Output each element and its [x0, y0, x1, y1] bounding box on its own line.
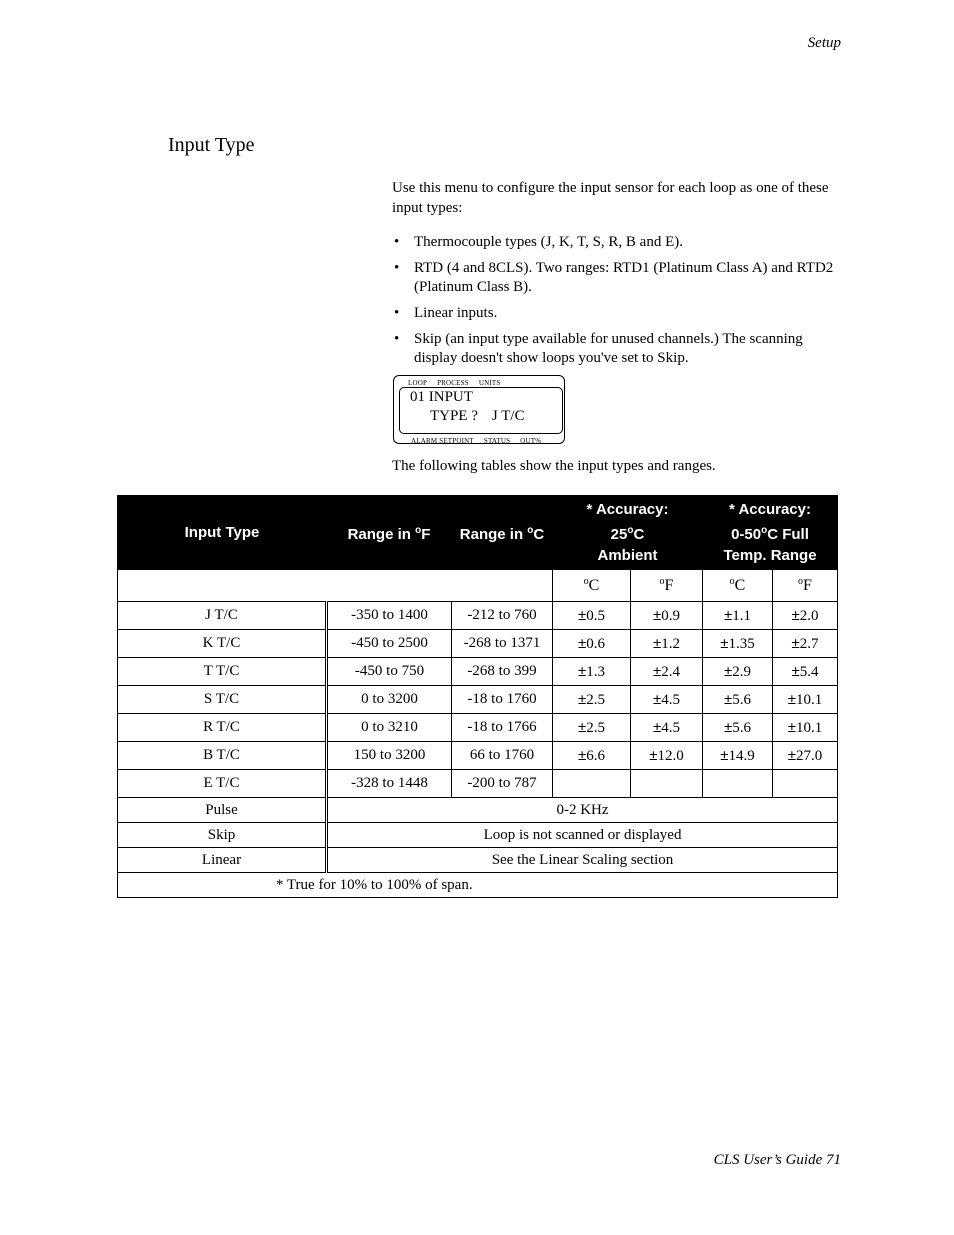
bullet-icon: •	[394, 234, 400, 250]
input-type-cell: Linear	[118, 848, 327, 873]
accuracy-cell: ±2.5	[553, 714, 631, 742]
accuracy-cell: ±4.5	[631, 714, 703, 742]
accuracy-cell	[631, 770, 703, 798]
accuracy-cell	[773, 770, 838, 798]
input-type-cell: B T/C	[118, 742, 327, 770]
accuracy-cell: ±1.35	[703, 630, 773, 658]
header-accuracy-full-range: * Accuracy: 0-50$^o$C Full Temp. Range	[703, 496, 838, 570]
accuracy-cell: ±2.9	[703, 658, 773, 686]
input-type-cell: J T/C	[118, 602, 327, 630]
lcd-line-2: TYPE ? J T/C	[430, 408, 525, 424]
accuracy-cell: ±0.5	[553, 602, 631, 630]
table-row	[118, 823, 838, 848]
range-c-cell: -268 to 1371	[452, 630, 553, 658]
span-description-cell: See the Linear Scaling section	[327, 848, 838, 873]
accuracy-cell: ±0.9	[631, 602, 703, 630]
units-row	[118, 570, 838, 602]
table-row	[118, 770, 838, 798]
accuracy-cell	[553, 770, 631, 798]
page-footer: CLS User’s Guide 71	[713, 1152, 841, 1168]
intro-paragraph: Use this menu to configure the input sensor for each loop as one of these input types:	[392, 180, 829, 216]
input-type-cell: S T/C	[118, 686, 327, 714]
input-type-cell: R T/C	[118, 714, 327, 742]
table-row	[118, 742, 838, 770]
section-title: Input Type	[168, 134, 255, 156]
input-type-cell: Pulse	[118, 798, 327, 823]
range-c-cell: -212 to 760	[452, 602, 553, 630]
accuracy-cell: ±14.9	[703, 742, 773, 770]
accuracy-cell: ±10.1	[773, 686, 838, 714]
accuracy-cell: ±10.1	[773, 714, 838, 742]
accuracy-cell: ±2.0	[773, 602, 838, 630]
range-c-cell: -18 to 1766	[452, 714, 553, 742]
range-c-cell: -268 to 399	[452, 658, 553, 686]
header-accuracy-25c: * Accuracy: 25$^o$C Ambient	[553, 496, 703, 570]
footnote-row	[118, 873, 838, 898]
range-f-cell: -350 to 1400	[327, 602, 452, 630]
lcd-bottom-labels: ALARM SETPOINT STATUS OUT%	[411, 437, 542, 445]
unit-cell: $^o$C	[553, 570, 631, 602]
list-item: • Skip (an input type available for unused channels.) The scanning display doesn't show loops you've set to Skip.	[394, 331, 803, 366]
running-header: Setup	[807, 35, 841, 51]
accuracy-cell: ±1.3	[553, 658, 631, 686]
bullet-icon: •	[394, 331, 400, 347]
span-description-cell: Loop is not scanned or displayed	[327, 823, 838, 848]
range-c-cell: 66 to 1760	[452, 742, 553, 770]
accuracy-cell: ±2.4	[631, 658, 703, 686]
unit-cell: $^o$C	[703, 570, 773, 602]
input-range-table	[117, 495, 838, 898]
table-row	[118, 658, 838, 686]
unit-cell: $^o$F	[631, 570, 703, 602]
range-f-cell: 0 to 3200	[327, 686, 452, 714]
input-type-cell: E T/C	[118, 770, 327, 798]
table-row	[118, 630, 838, 658]
accuracy-cell: ±5.4	[773, 658, 838, 686]
lcd-top-labels: LOOP PROCESS UNITS	[408, 379, 501, 387]
accuracy-cell: ±0.6	[553, 630, 631, 658]
accuracy-cell: ±6.6	[553, 742, 631, 770]
table-row	[118, 686, 838, 714]
span-description-cell: 0-2 KHz	[327, 798, 838, 823]
table-row	[118, 602, 838, 630]
range-c-cell: -200 to 787	[452, 770, 553, 798]
range-f-cell: -328 to 1448	[327, 770, 452, 798]
list-item: • Thermocouple types (J, K, T, S, R, B and E).	[394, 234, 683, 250]
unit-cell: $^o$F	[773, 570, 838, 602]
table-intro: The following tables show the input types and ranges.	[392, 458, 716, 474]
range-f-cell: 0 to 3210	[327, 714, 452, 742]
accuracy-cell: ±5.6	[703, 686, 773, 714]
accuracy-cell	[703, 770, 773, 798]
list-item: • Linear inputs.	[394, 305, 498, 321]
list-item: • RTD (4 and 8CLS). Two ranges: RTD1 (Platinum Class A) and RTD2 (Platinum Class B).	[394, 260, 834, 295]
lcd-line-1: 01 INPUT	[410, 389, 473, 405]
header-range-c: Range in $^o$C	[452, 496, 553, 570]
range-f-cell: -450 to 2500	[327, 630, 452, 658]
input-type-cell: T T/C	[118, 658, 327, 686]
accuracy-cell: ±1.1	[703, 602, 773, 630]
range-c-cell: -18 to 1760	[452, 686, 553, 714]
accuracy-cell: ±2.7	[773, 630, 838, 658]
header-input-type: Input Type	[118, 496, 327, 570]
input-type-list	[392, 233, 847, 375]
accuracy-cell: ±2.5	[553, 686, 631, 714]
table-header-row	[118, 496, 838, 570]
table-row	[118, 714, 838, 742]
table-footnote: * True for 10% to 100% of span.	[118, 873, 631, 898]
header-range-f: Range in $^o$F	[327, 496, 452, 570]
table-row	[118, 798, 838, 823]
input-type-cell: Skip	[118, 823, 327, 848]
accuracy-cell: ±4.5	[631, 686, 703, 714]
accuracy-cell: ±5.6	[703, 714, 773, 742]
table-row	[118, 848, 838, 873]
accuracy-cell: ±1.2	[631, 630, 703, 658]
input-type-cell: K T/C	[118, 630, 327, 658]
bullet-icon: •	[394, 260, 400, 276]
range-f-cell: -450 to 750	[327, 658, 452, 686]
accuracy-cell: ±12.0	[631, 742, 703, 770]
range-f-cell: 150 to 3200	[327, 742, 452, 770]
accuracy-cell: ±27.0	[773, 742, 838, 770]
bullet-icon: •	[394, 305, 400, 321]
